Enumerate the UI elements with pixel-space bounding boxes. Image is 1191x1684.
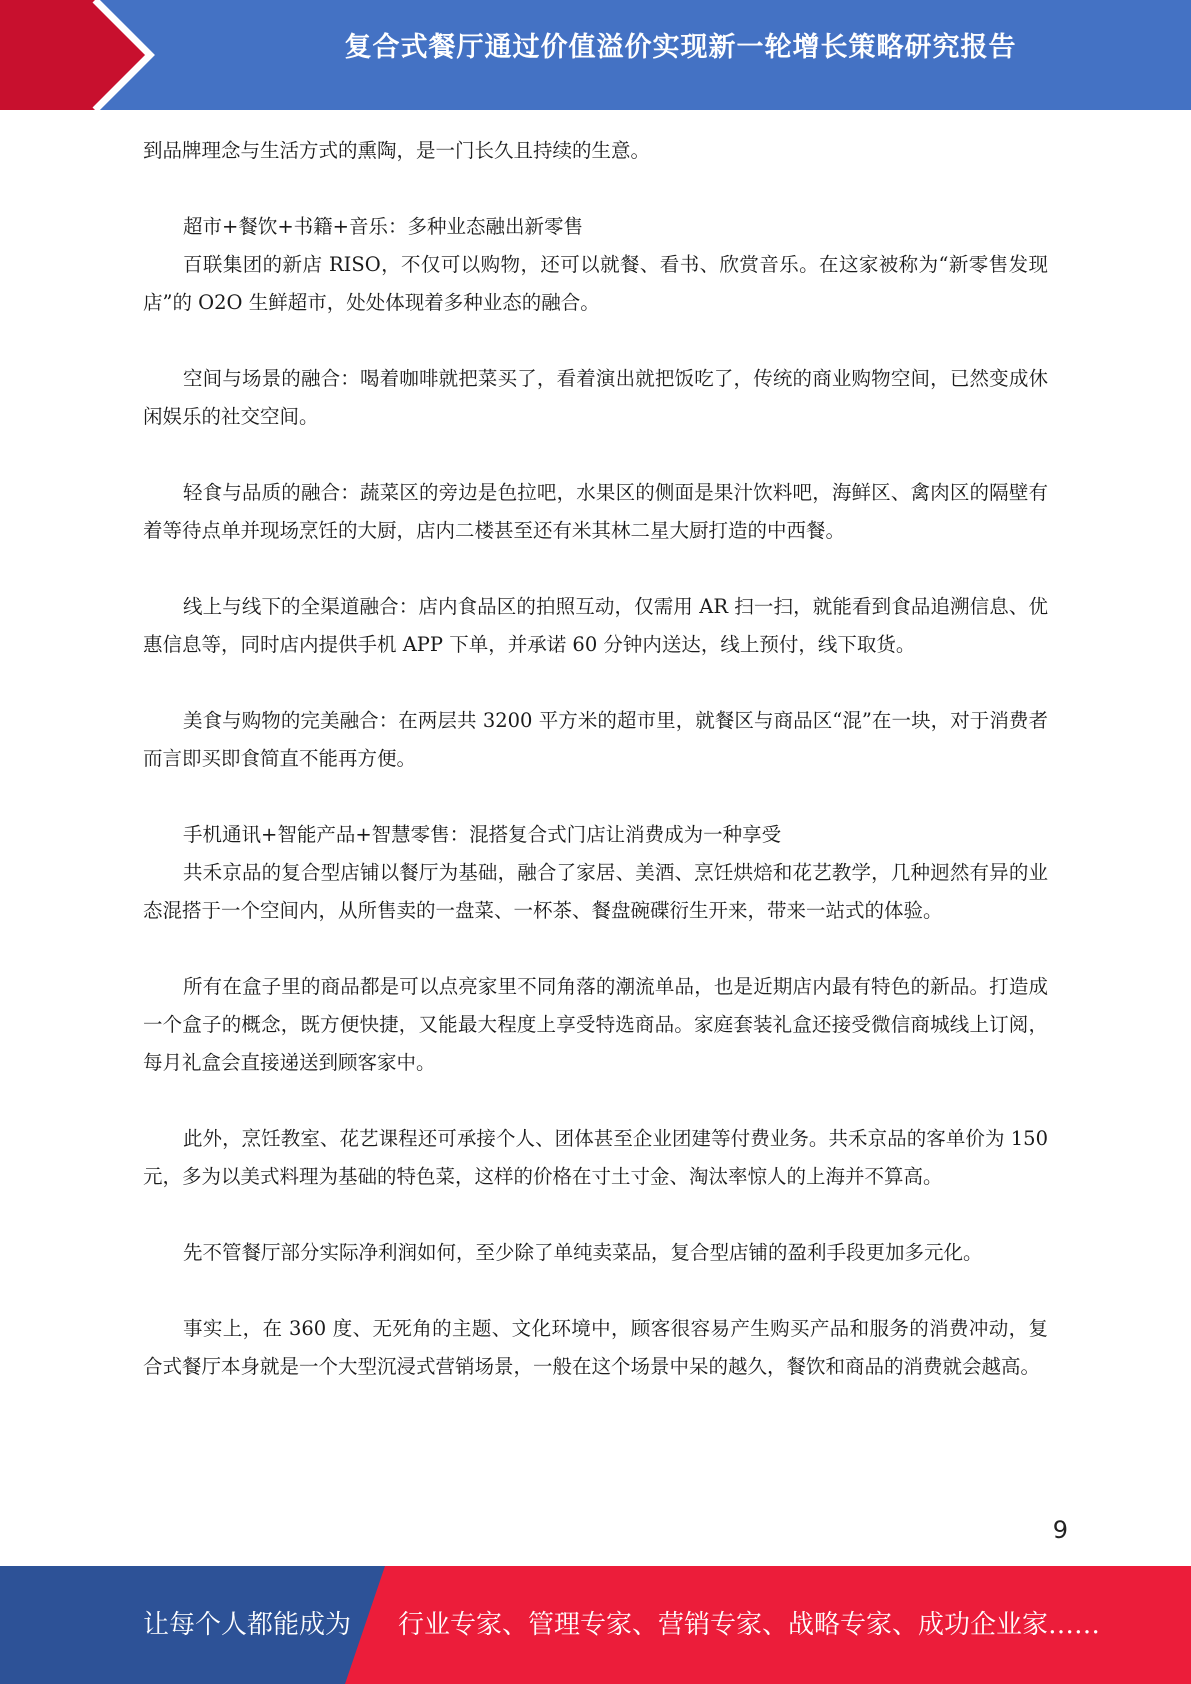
section-heading-supermarket: 超市+餐饮+书籍+音乐：多种业态融出新零售 <box>183 215 584 238</box>
page-number: 9 <box>1052 1516 1068 1544</box>
footer-slogan-lead: 让每个人都能成为 <box>143 1610 352 1640</box>
paragraph-light-food: 轻食与品质的融合：蔬菜区的旁边是色拉吧，水果区的侧面是果汁饮料吧，海鲜区、禽肉区的隔壁有着等待点单并现场烹饪的大厨，店内二楼甚至还有米其林二星大厨打造的中西餐。 <box>143 481 1048 542</box>
header-arrow-icon <box>0 0 160 110</box>
page-header <box>0 0 1191 110</box>
page-footer <box>0 1566 1191 1684</box>
paragraph-gift-box: 所有在盒子里的商品都是可以点亮家里不同角落的潮流单品，也是近期店内最有特色的新品。打造成一个盒子的概念，既方便快捷，又能最大程度上享受特选商品。家庭套装礼盒还接受微信商城线上订阅，每月礼盒会直接递送到顾客家中。 <box>143 975 1048 1074</box>
paragraph-immersive-marketing: 事实上，在 360 度、无死角的主题、文化环境中，顾客很容易产生购买产品和服务的消费冲动，复合式餐厅本身就是一个大型沉浸式营销场景，一般在这个场景中呆的越久，餐饮和商品的消费就会越高。 <box>143 1317 1048 1378</box>
report-title: 复合式餐厅通过价值溢价实现新一轮增长策略研究报告 <box>344 32 1017 63</box>
section-heading-mobile: 手机通讯+智能产品+智慧零售：混搭复合式门店让消费成为一种享受 <box>183 823 782 846</box>
paragraph-profit-means: 先不管餐厅部分实际净利润如何，至少除了单纯卖菜品，复合型店铺的盈利手段更加多元化。 <box>183 1241 983 1264</box>
paragraph-food-shopping: 美食与购物的完美融合：在两层共 3200 平方米的超市里，就餐区与商品区“混”在一块，对于消费者而言即买即食简直不能再方便。 <box>143 709 1048 770</box>
paragraph-riso-intro: 百联集团的新店 RISO，不仅可以购物，还可以就餐、看书、欣赏音乐。在这家被称为“新零售发现店”的 O2O 生鲜超市，处处体现着多种业态的融合。 <box>143 253 1048 314</box>
paragraph-brand-influence: 到品牌理念与生活方式的熏陶，是一门长久且持续的生意。 <box>143 139 651 162</box>
paragraph-paid-services: 此外，烹饪教室、花艺课程还可承接个人、团体甚至企业团建等付费业务。共禾京品的客单价为 150 元，多为以美式料理为基础的特色菜，这样的价格在寸土寸金、淘汰率惊人的上海并不算高。 <box>143 1127 1048 1188</box>
document-body <box>143 132 1048 1386</box>
footer-slogan-roles: 行业专家、管理专家、营销专家、战略专家、成功企业家…… <box>398 1610 1101 1640</box>
paragraph-omnichannel: 线上与线下的全渠道融合：店内食品区的拍照互动，仅需用 AR 扫一扫，就能看到食品追溯信息、优惠信息等，同时店内提供手机 APP 下单，并承诺 60 分钟内送达，线上预付，线下取货。 <box>143 595 1048 656</box>
paragraph-space-scene: 空间与场景的融合：喝着咖啡就把菜买了，看着演出就把饭吃了，传统的商业购物空间，已然变成休闲娱乐的社交空间。 <box>143 367 1048 428</box>
paragraph-gonghe-store: 共禾京品的复合型店铺以餐厅为基础，融合了家居、美酒、烹饪烘焙和花艺教学，几种迥然有异的业态混搭于一个空间内，从所售卖的一盘菜、一杯茶、餐盘碗碟衍生开来，带来一站式的体验。 <box>143 861 1048 922</box>
